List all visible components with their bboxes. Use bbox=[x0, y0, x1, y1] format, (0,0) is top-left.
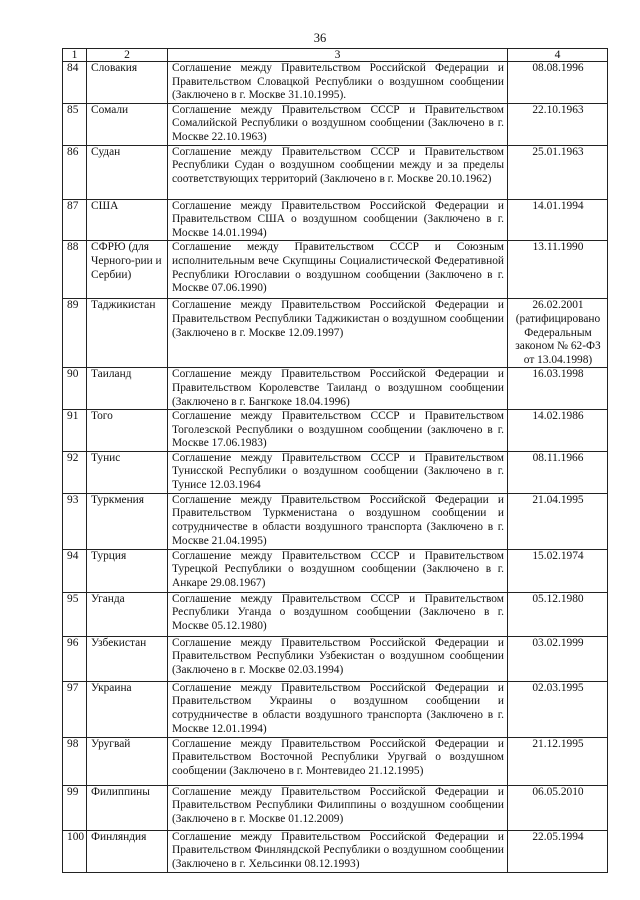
row-date bbox=[508, 785, 608, 830]
row-number: 97 bbox=[63, 681, 87, 737]
date-value: 08.08.1996 bbox=[532, 62, 584, 74]
table-row bbox=[63, 737, 608, 785]
row-description: Соглашение между Правительством СССР и Союзным исполнительным вече Скупщины Социалистической Федеративной Республики Югославии о воздушном сообщении (Заключено в г. Москве 07.06.1990) bbox=[168, 241, 508, 299]
row-country: Турция bbox=[87, 549, 168, 592]
row-number: 88 bbox=[63, 241, 87, 299]
date-value: 14.02.1986 bbox=[532, 410, 584, 423]
table-row bbox=[63, 592, 608, 636]
row-date bbox=[508, 368, 608, 410]
date-value: 21.04.1995 bbox=[532, 493, 584, 506]
table-row bbox=[63, 830, 608, 872]
row-description: Соглашение между Правительством Российской Федерации и Правительством Республики Узбекистан о воздушном сообщении (Заключено в г. Москве 02.03.1994) bbox=[168, 636, 508, 681]
table-row bbox=[63, 299, 608, 368]
page-number: 36 bbox=[313, 31, 327, 45]
row-number: 89 bbox=[63, 299, 87, 368]
row-number: 90 bbox=[63, 368, 87, 410]
row-number: 98 bbox=[63, 737, 87, 785]
row-number: 96 bbox=[63, 636, 87, 681]
row-description: Соглашение между Правительством СССР и Правительством Республики Судан о воздушном сообщении между и за пределы соответствующих территорий (Заключено в г. Москве 20.10.1962) bbox=[168, 145, 508, 199]
row-date bbox=[508, 681, 608, 737]
date-value: 22.10.1963 bbox=[532, 103, 584, 116]
row-country: Судан bbox=[87, 145, 168, 199]
table-row bbox=[63, 368, 608, 410]
date-value: 25.01.1963 bbox=[532, 145, 584, 158]
row-description: Соглашение между Правительством СССР и Правительством Сомалийской Республики о воздушном сообщении (Заключено в г. Москве 22.10.1963) bbox=[168, 103, 508, 145]
row-country: Таджикистан bbox=[87, 299, 168, 368]
row-number: 84 bbox=[63, 62, 87, 104]
table-row bbox=[63, 103, 608, 145]
row-description: Соглашение между Правительством СССР и Правительством Республики Уганда о воздушном сообщении (Заключено в г. Москве 05.12.1980) bbox=[168, 592, 508, 636]
date-value: 26.02.2001 bbox=[532, 299, 584, 312]
row-date bbox=[508, 830, 608, 872]
date-note-line: Федеральным bbox=[524, 326, 592, 339]
row-number: 91 bbox=[63, 410, 87, 452]
row-number: 95 bbox=[63, 592, 87, 636]
row-date bbox=[508, 592, 608, 636]
row-country: Того bbox=[87, 410, 168, 452]
date-value: 14.01.1994 bbox=[532, 199, 584, 212]
date-value: 02.03.1995 bbox=[532, 681, 584, 694]
row-date bbox=[508, 299, 608, 368]
table-row bbox=[63, 199, 608, 241]
row-country: Узбекистан bbox=[87, 636, 168, 681]
row-country: Уругвай bbox=[87, 737, 168, 785]
date-value: 06.05.2010 bbox=[532, 785, 584, 798]
table-row bbox=[63, 549, 608, 592]
row-number: 86 bbox=[63, 145, 87, 199]
row-description: Соглашение между Правительством Российской Федерации и Правительством Словацкой Республики о воздушном сообщении (Заключено в г. Москве 31.10.1995). bbox=[168, 62, 508, 104]
row-country: Туркмения bbox=[87, 493, 168, 549]
column-header-country: 2 bbox=[87, 49, 168, 62]
row-country: СФРЮ (для Черного-рии и Сербии) bbox=[87, 241, 168, 299]
row-date bbox=[508, 549, 608, 592]
row-date bbox=[508, 62, 608, 104]
row-country: Украина bbox=[87, 681, 168, 737]
row-country: Словакия bbox=[87, 62, 168, 104]
row-number: 94 bbox=[63, 549, 87, 592]
date-value: 15.02.1974 bbox=[532, 549, 584, 562]
row-country: Сомали bbox=[87, 103, 168, 145]
row-country: Таиланд bbox=[87, 368, 168, 410]
column-header-description: 3 bbox=[168, 49, 508, 62]
row-country: Филиппины bbox=[87, 785, 168, 830]
row-date bbox=[508, 451, 608, 493]
table-row bbox=[63, 636, 608, 681]
column-header-date: 4 bbox=[508, 49, 608, 62]
date-value: 05.12.1980 bbox=[532, 592, 584, 605]
row-country: Финляндия bbox=[87, 830, 168, 872]
row-country: США bbox=[87, 199, 168, 241]
row-date bbox=[508, 103, 608, 145]
row-country: Тунис bbox=[87, 451, 168, 493]
row-number: 99 bbox=[63, 785, 87, 830]
row-date bbox=[508, 737, 608, 785]
row-description: Соглашение между Правительством Российской Федерации и Правительством США о воздушном сообщении (Заключено в г. Москве 14.01.1994) bbox=[168, 199, 508, 241]
date-note-line: законом № 62-ФЗ bbox=[515, 340, 601, 353]
table-row bbox=[63, 493, 608, 549]
row-country: Уганда bbox=[87, 592, 168, 636]
date-value: 03.02.1999 bbox=[532, 636, 584, 649]
date-value: 21.12.1995 bbox=[532, 737, 584, 750]
row-number: 93 bbox=[63, 493, 87, 549]
row-date bbox=[508, 410, 608, 452]
column-header-number: 1 bbox=[63, 49, 87, 62]
header-row bbox=[63, 49, 608, 62]
row-description: Соглашение между Правительством Российской Федерации и Правительством Туркменистана о воздушном сообщении и сотрудничестве в области воздушного транспорта (Заключено в г. Москве 21.04.1995) bbox=[168, 493, 508, 549]
row-number: 85 bbox=[63, 103, 87, 145]
table-row bbox=[63, 410, 608, 452]
table-row bbox=[63, 451, 608, 493]
date-value: 08.11.1966 bbox=[532, 451, 584, 464]
row-date bbox=[508, 145, 608, 199]
row-description: Соглашение между Правительством СССР и Правительством Тоголезской Республики о воздушном сообщении (заключено в г. Москве 17.06.1983) bbox=[168, 410, 508, 452]
table-row bbox=[63, 145, 608, 199]
row-number: 92 bbox=[63, 451, 87, 493]
row-description: Соглашение между Правительством Российской Федерации и Правительством Королевстве Таиланд о воздушном сообщении (Заключено в г. Бангкоке 18.04.1996) bbox=[168, 368, 508, 410]
row-number: 100 bbox=[63, 830, 87, 872]
row-date bbox=[508, 493, 608, 549]
date-value: 13.11.1990 bbox=[532, 241, 584, 254]
row-description: Соглашение между Правительством Российской Федерации и Правительством Финляндской Республики о воздушном сообщении (Заключено в г. Хельсинки 08.12.1993) bbox=[168, 830, 508, 872]
row-date bbox=[508, 241, 608, 299]
row-description: Соглашение между Правительством Российской Федерации и Правительством Республики Филиппины о воздушном сообщении (Заключено в г. Москве 01.12.2009) bbox=[168, 785, 508, 830]
row-date bbox=[508, 199, 608, 241]
row-description: Соглашение между Правительством Российской Федерации и Правительством Республики Таджикистан о воздушном сообщении (Заключено в г. Москве 12.09.1997) bbox=[168, 299, 508, 368]
date-value: 22.05.1994 bbox=[532, 830, 584, 843]
table-row bbox=[63, 241, 608, 299]
table-row bbox=[63, 62, 608, 104]
agreements-table bbox=[62, 48, 608, 873]
row-description: Соглашение между Правительством СССР и Правительством Турецкой Республики о воздушном сообщении (Заключено в г. Анкаре 29.08.1967) bbox=[168, 549, 508, 592]
row-description: Соглашение между Правительством Российской Федерации и Правительством Восточной Республики Уругвай о воздушном сообщении (Заключено в г. Монтевидео 21.12.1995) bbox=[168, 737, 508, 785]
date-note-line: от 13.04.1998) bbox=[523, 353, 593, 366]
table-row bbox=[63, 785, 608, 830]
date-value: 16.03.1998 bbox=[532, 368, 584, 381]
row-description: Соглашение между Правительством Российской Федерации и Правительством Украины о воздушном сообщении и сотрудничестве в области воздушного транспорта (Заключено в г. Москве 12.01.1994) bbox=[168, 681, 508, 737]
row-date bbox=[508, 636, 608, 681]
table-row bbox=[63, 681, 608, 737]
date-note-line: (ратифицировано bbox=[515, 312, 601, 325]
row-number: 87 bbox=[63, 199, 87, 241]
row-description: Соглашение между Правительством СССР и Правительством Тунисской Республики о воздушном сообщении (Заключено в г. Тунисе 12.03.1964 bbox=[168, 451, 508, 493]
